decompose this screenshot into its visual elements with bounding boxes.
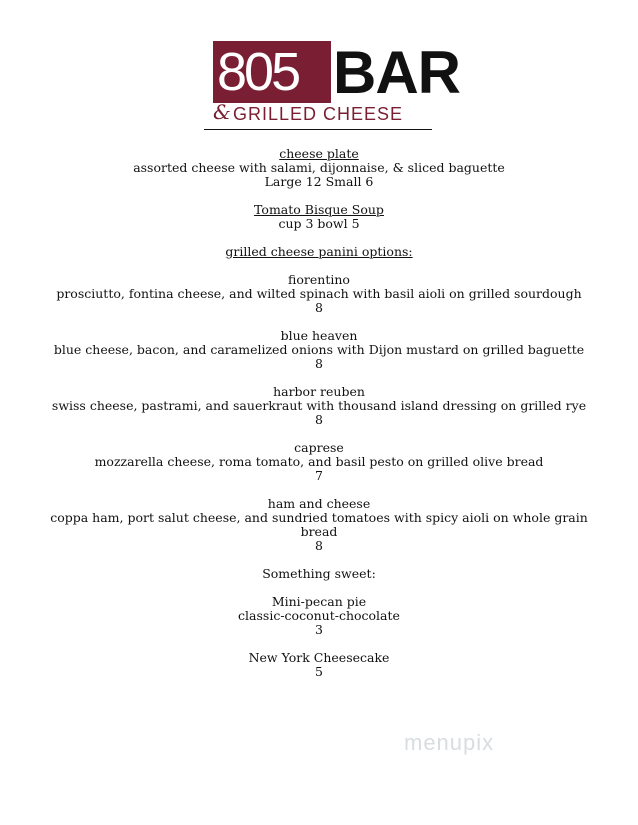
menu-content xyxy=(0,147,638,679)
logo-subtitle: GRILLED CHEESE xyxy=(233,104,404,124)
item-name: blue heaven xyxy=(280,328,358,343)
menu-item xyxy=(0,273,638,315)
item-price: 3 xyxy=(315,622,323,637)
item-price: 5 xyxy=(315,664,323,679)
item-name: ham and cheese xyxy=(267,496,371,511)
item-name: fiorentino xyxy=(288,272,350,287)
item-price: 7 xyxy=(315,468,323,483)
soup-price: cup 3 bowl 5 xyxy=(278,216,360,231)
item-price: 8 xyxy=(315,412,323,427)
item-description: mozzarella cheese, roma tomato, and basil pesto on grilled olive bread xyxy=(94,454,544,469)
cheese-plate-description: assorted cheese with salami, dijonnaise, & sliced baguette xyxy=(133,160,505,175)
item-description: classic-coconut-chocolate xyxy=(238,608,400,623)
header-divider xyxy=(204,129,432,130)
item-description: blue cheese, bacon, and caramelized onions with Dijon mustard on grilled baguette xyxy=(53,342,585,357)
menu-item xyxy=(0,385,638,427)
menu-item xyxy=(0,329,638,371)
logo-ampersand: & xyxy=(213,100,231,124)
logo-bar-text: BAR xyxy=(333,39,460,106)
item-price: 8 xyxy=(315,538,323,553)
cheese-plate-price: Large 12 Small 6 xyxy=(264,174,374,189)
item-description: prosciutto, fontina cheese, and wilted spinach with basil aioli on grilled sourdough xyxy=(56,286,582,301)
soup-title: Tomato Bisque Soup xyxy=(254,202,384,217)
item-description: swiss cheese, pastrami, and sauerkraut with thousand island dressing on grilled rye xyxy=(51,398,587,413)
sweet-heading: Something sweet: xyxy=(262,566,376,581)
item-description: coppa ham, port salut cheese, and sundried tomatoes with spicy aioli on whole grain bread xyxy=(50,510,588,539)
item-price: 8 xyxy=(315,356,323,371)
logo-number-box xyxy=(213,41,331,103)
watermark: menupix xyxy=(404,730,495,755)
cheese-plate-title: cheese plate xyxy=(279,146,359,161)
item-name: caprese xyxy=(294,440,344,455)
item-name: Mini-pecan pie xyxy=(271,594,367,609)
menu-item xyxy=(0,441,638,483)
menu-item xyxy=(0,497,638,553)
item-name: New York Cheesecake xyxy=(248,650,390,665)
restaurant-logo xyxy=(213,39,460,125)
logo-number: 805 xyxy=(217,42,299,102)
item-name: harbor reuben xyxy=(273,384,365,399)
item-price: 8 xyxy=(315,300,323,315)
panini-heading: grilled cheese panini options: xyxy=(225,244,413,259)
menu-item xyxy=(0,651,638,679)
menu-item xyxy=(0,595,638,637)
